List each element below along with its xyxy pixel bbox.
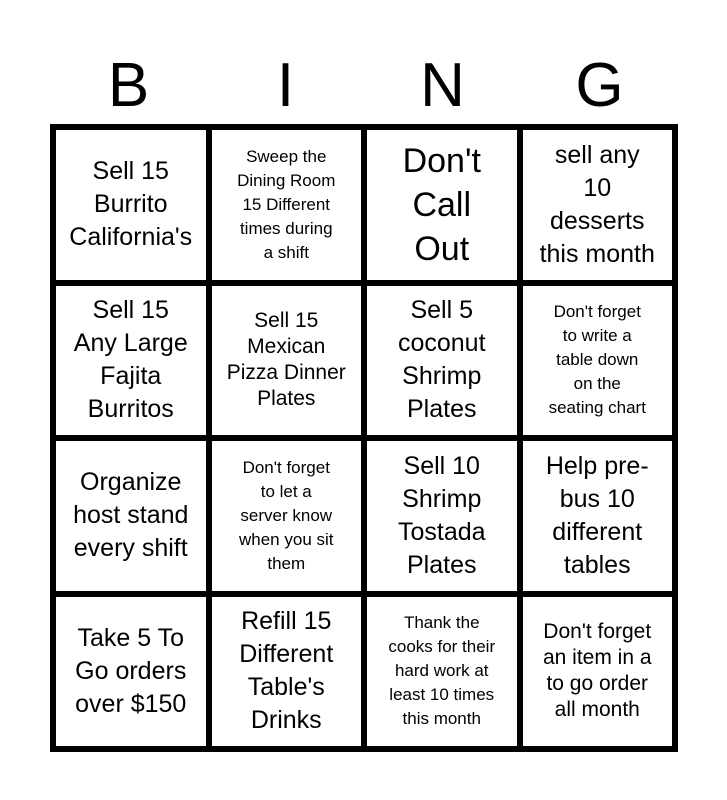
header-letter-n: N: [420, 51, 465, 120]
bingo-board: [50, 124, 678, 752]
bingo-cell[interactable]: Sweep the Dining Room 15 Different times during a shift: [212, 130, 362, 280]
bingo-cell[interactable]: Take 5 To Go orders over $150: [56, 597, 206, 747]
bingo-cell[interactable]: Sell 5 coconut Shrimp Plates: [367, 286, 517, 436]
bingo-cell[interactable]: Organize host stand every shift: [56, 441, 206, 591]
bingo-cell[interactable]: Don't forget to let a server know when you sit them: [212, 441, 362, 591]
bingo-cell[interactable]: Sell 15 Any Large Fajita Burritos: [56, 286, 206, 436]
bingo-cell[interactable]: Refill 15 Different Table's Drinks: [212, 597, 362, 747]
header-letter-g: G: [575, 51, 624, 120]
bingo-header: [50, 48, 678, 124]
bingo-cell[interactable]: Don't Call Out: [367, 130, 517, 280]
bingo-cell[interactable]: Don't forget an item in a to go order all month: [523, 597, 673, 747]
bingo-cell[interactable]: Sell 15 Burrito California's: [56, 130, 206, 280]
bingo-cell[interactable]: sell any 10 desserts this month: [523, 130, 673, 280]
bingo-cell[interactable]: Don't forget to write a table down on the seating chart: [523, 286, 673, 436]
header-letter-i: I: [276, 51, 295, 120]
bingo-cell[interactable]: Thank the cooks for their hard work at least 10 times this month: [367, 597, 517, 747]
header-letter-b: B: [107, 51, 150, 120]
bingo-cell[interactable]: Help pre- bus 10 different tables: [523, 441, 673, 591]
bingo-cell[interactable]: Sell 10 Shrimp Tostada Plates: [367, 441, 517, 591]
bingo-cell[interactable]: Sell 15 Mexican Pizza Dinner Plates: [212, 286, 362, 436]
